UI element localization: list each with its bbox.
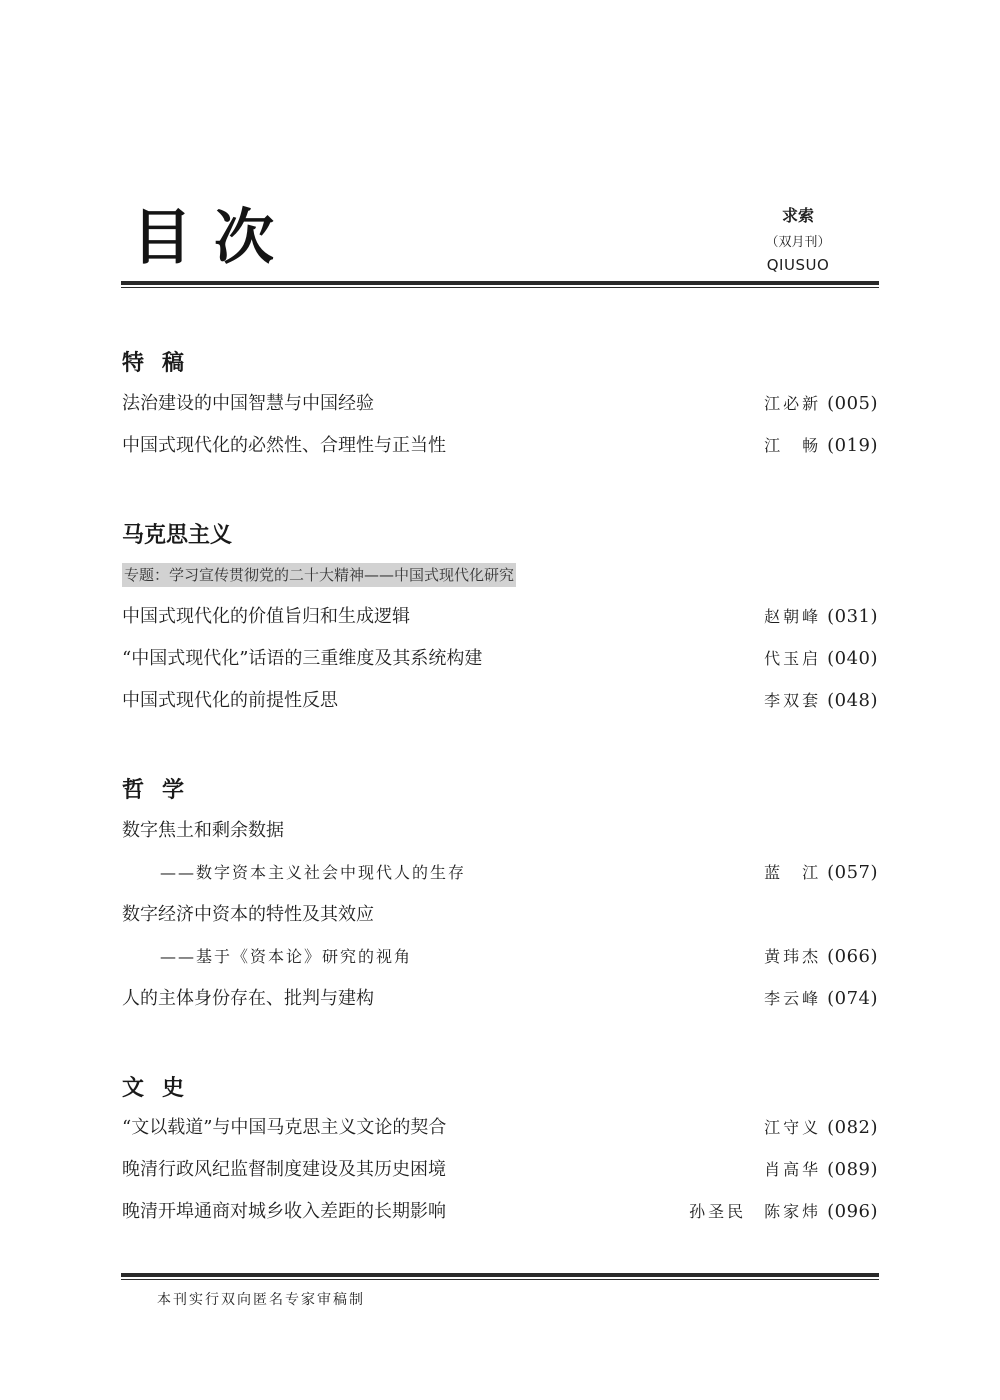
toc-entry[interactable] — [122, 391, 878, 417]
entry-title: 中国式现代化的前提性反思 — [122, 690, 338, 711]
entry-author: 黄玮杰 — [764, 947, 822, 966]
section-heading-special: 特稿 — [122, 351, 203, 376]
entry-subtitle: ——基于《资本论》研究的视角 — [160, 947, 413, 966]
entry-author: 江必新 — [764, 394, 822, 413]
entry-author: 李云峰 — [764, 989, 822, 1008]
toc-entry[interactable] — [122, 1199, 878, 1225]
entry-page: (019) — [827, 435, 878, 456]
entry-author: 江守义 — [764, 1118, 822, 1137]
header-divider — [121, 281, 879, 288]
entry-page: (057) — [827, 862, 878, 883]
entry-author: 赵朝峰 — [764, 607, 822, 626]
entry-page: (005) — [827, 393, 878, 414]
toc-entry-subtitle[interactable] — [122, 860, 878, 886]
toc-entry[interactable] — [122, 986, 878, 1012]
entry-page: (040) — [827, 648, 878, 669]
entry-title: 晚清行政风纪监督制度建设及其历史困境 — [122, 1159, 446, 1180]
entry-page: (048) — [827, 690, 878, 711]
entry-page: (096) — [827, 1201, 878, 1222]
entry-title: 人的主体身份存在、批判与建构 — [122, 988, 374, 1009]
toc-entry[interactable] — [122, 646, 878, 672]
entry-page: (066) — [827, 946, 878, 967]
entry-author: 李双套 — [764, 691, 822, 710]
entry-page: (074) — [827, 988, 878, 1009]
toc-entry[interactable] — [122, 1115, 878, 1141]
entry-page: (031) — [827, 606, 878, 627]
toc-entry[interactable] — [122, 1157, 878, 1183]
journal-frequency: （双月刊） — [765, 235, 831, 250]
entry-author: 江 畅 — [764, 436, 822, 455]
journal-pinyin: QIUSUO — [766, 256, 830, 274]
footer-divider — [121, 1273, 879, 1280]
entry-page: (082) — [827, 1117, 878, 1138]
toc-entry[interactable] — [122, 433, 878, 459]
entry-title: “文以载道”与中国马克思主义文论的契合 — [122, 1117, 447, 1138]
entry-subtitle: ——数字资本主义社会中现代人的生存 — [160, 863, 467, 882]
journal-name: 求索 — [781, 206, 814, 225]
entry-title: 数字经济中资本的特性及其效应 — [122, 904, 374, 925]
entry-title: 法治建设的中国智慧与中国经验 — [122, 393, 374, 414]
entry-author: 蓝 江 — [764, 863, 822, 882]
toc-entry-subtitle[interactable] — [122, 944, 878, 970]
section-heading-philosophy: 哲学 — [122, 778, 203, 803]
entry-title: 数字焦土和剩余数据 — [122, 820, 284, 841]
entry-title: 中国式现代化的价值旨归和生成逻辑 — [122, 606, 410, 627]
entry-author: 肖高华 — [764, 1160, 822, 1179]
entry-author: 陈家炜 — [764, 1202, 822, 1221]
entry-author: 代玉启 — [764, 649, 822, 668]
entry-page: (089) — [827, 1159, 878, 1180]
section-heading-literature-history: 文史 — [122, 1076, 203, 1101]
toc-entry[interactable] — [122, 902, 878, 928]
section-heading-marxism: 马克思主义 — [122, 523, 233, 548]
entry-title: 晚清开埠通商对城乡收入差距的长期影响 — [122, 1201, 446, 1222]
toc-entry[interactable] — [122, 688, 878, 714]
entry-author-first: 孙圣民 — [689, 1202, 747, 1221]
page-title: 目次 — [132, 203, 296, 273]
toc-entry[interactable] — [122, 818, 878, 844]
entry-title: 中国式现代化的必然性、合理性与正当性 — [122, 435, 446, 456]
entry-title: “中国式现代化”话语的三重维度及其系统构建 — [122, 648, 483, 669]
footer-note: 本刊实行双向匿名专家审稿制 — [157, 1292, 365, 1308]
toc-entry[interactable] — [122, 604, 878, 630]
topic-banner: 专题：学习宣传贯彻党的二十大精神——中国式现代化研究 — [122, 563, 516, 587]
